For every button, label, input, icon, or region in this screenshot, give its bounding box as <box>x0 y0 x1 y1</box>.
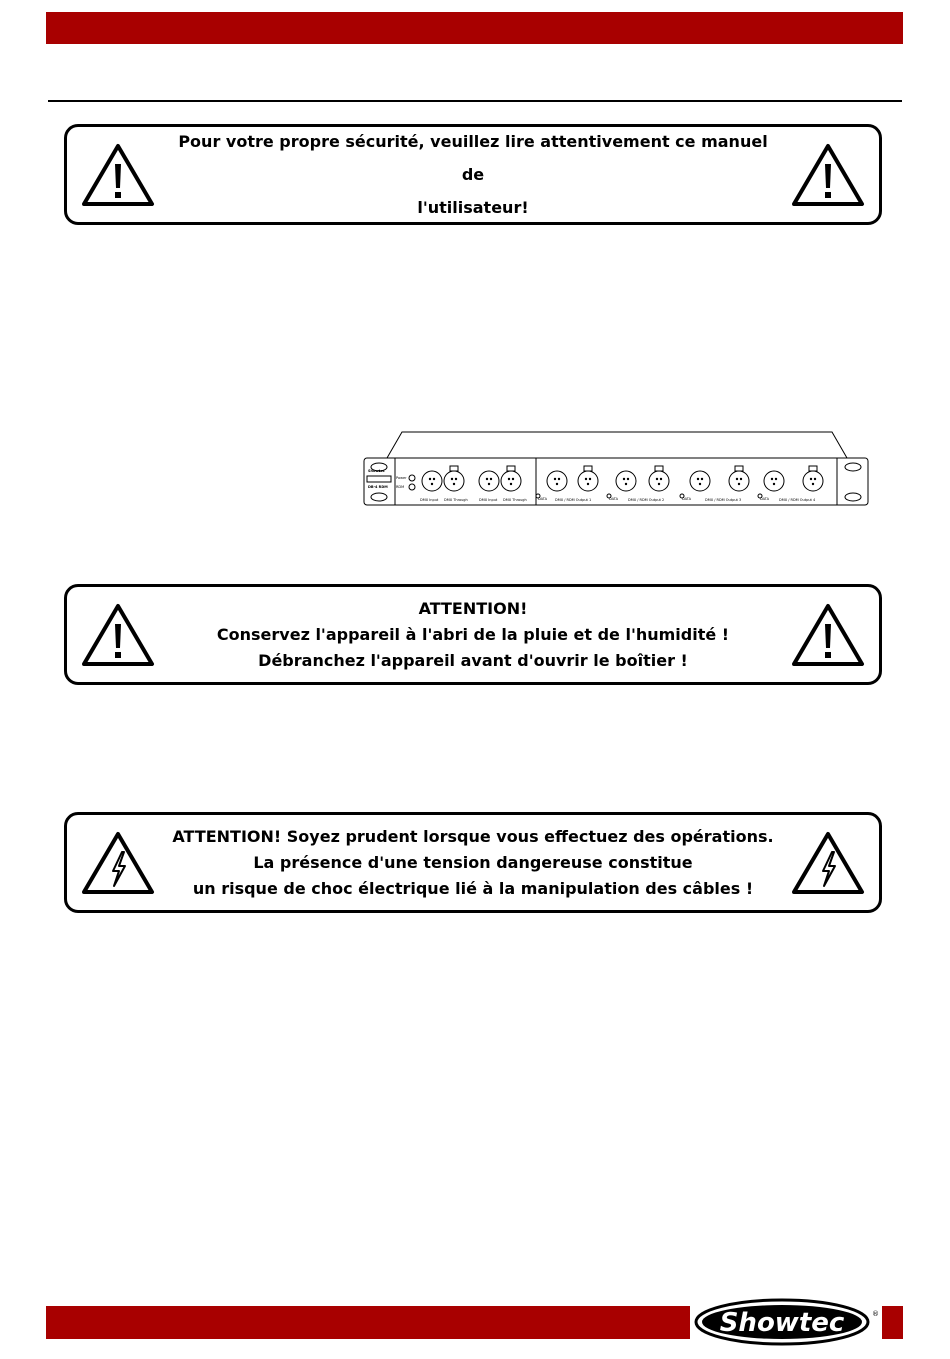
device-front-panel-illustration <box>362 428 870 508</box>
showtec-logo <box>690 1296 882 1348</box>
output-label: DMX / RDM Output 2 <box>628 498 665 502</box>
through-label: DMX Through <box>444 498 468 502</box>
safety-warning-box <box>64 124 882 225</box>
exclamation-triangle-icon <box>790 602 866 668</box>
output-led-label: DATA <box>609 497 619 501</box>
power-led-label: Power <box>396 476 407 480</box>
warning-line: ATTENTION! Soyez prudent lorsque vous effectuez des opérations. <box>172 826 774 846</box>
output-led-label: DATA <box>682 497 692 501</box>
exclamation-triangle-icon <box>790 142 866 208</box>
device-logo: Showtec <box>368 469 385 473</box>
svg-text:®: ® <box>872 1310 879 1318</box>
header-bar <box>46 12 903 44</box>
output-label: DMX / RDM Output 1 <box>555 498 592 502</box>
rdm-led-label: RDM <box>396 485 405 489</box>
high-voltage-triangle-icon <box>80 830 156 896</box>
input-label: DMX Input <box>479 498 498 502</box>
warning-line: l'utilisateur! <box>417 198 529 217</box>
exclamation-triangle-icon <box>80 142 156 208</box>
output-label: DMX / RDM Output 4 <box>779 498 816 502</box>
header-rule <box>48 100 902 102</box>
device-model: DB-4 RDM <box>368 485 388 489</box>
warning-line: ATTENTION! <box>418 598 528 618</box>
input-label: DMX Input <box>420 498 439 502</box>
warning-line: Débranchez l'appareil avant d'ouvrir le boîtier ! <box>258 650 688 670</box>
warning-line: La présence d'une tension dangereuse constitue <box>253 852 693 872</box>
high-voltage-triangle-icon <box>790 830 866 896</box>
warning-line: un risque de choc électrique lié à la manipulation des câbles ! <box>192 878 754 898</box>
logo-text: Showtec <box>719 1308 845 1338</box>
attention-warning-box <box>64 584 882 685</box>
electric-shock-warning-box <box>64 812 882 913</box>
output-led-label: DATA <box>760 497 770 501</box>
exclamation-triangle-icon <box>80 602 156 668</box>
warning-line: Conservez l'appareil à l'abri de la pluie et de l'humidité ! <box>216 624 730 644</box>
output-label: DMX / RDM Output 3 <box>705 498 742 502</box>
output-led-label: DATA <box>538 497 548 501</box>
through-label: DMX Through <box>503 498 527 502</box>
warning-line: Pour votre propre sécurité, veuillez lire attentivement ce manuel de <box>178 132 768 184</box>
